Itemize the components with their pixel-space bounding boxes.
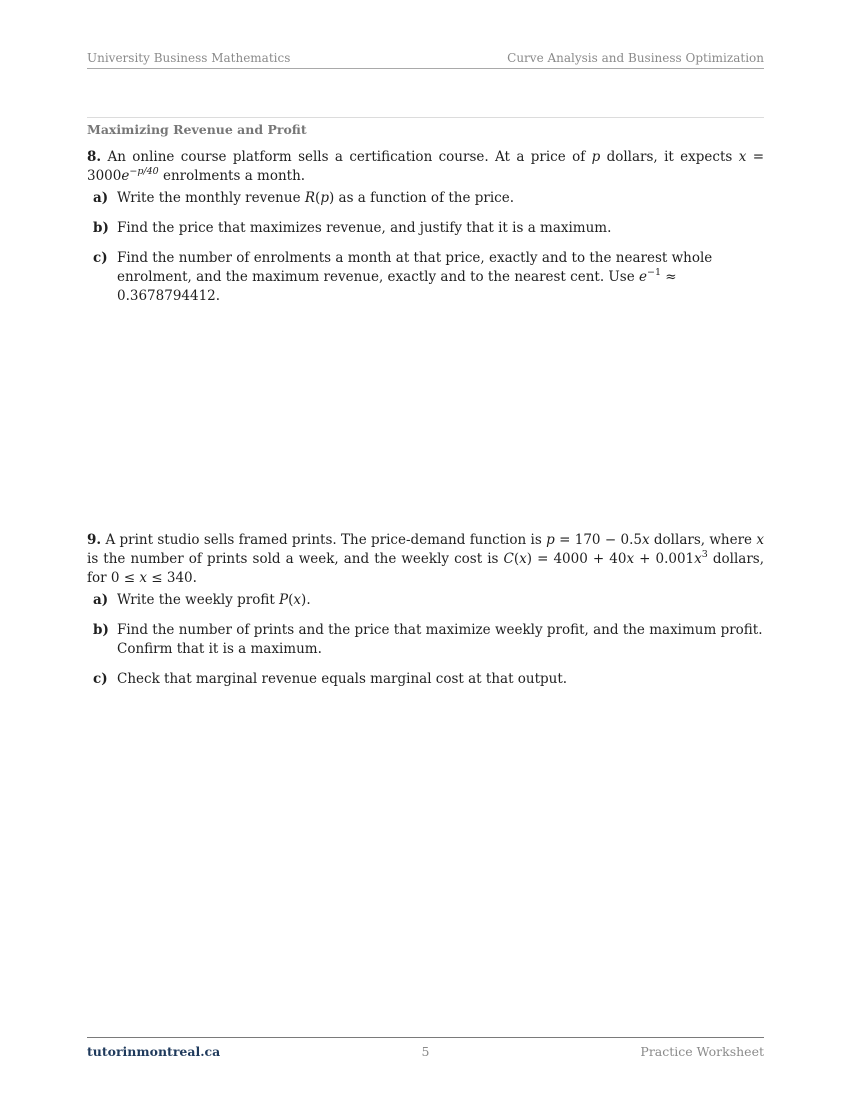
part-text: ( [315, 190, 321, 206]
part-text: Find the number of enrolments a month at that price, exactly and to the nearest whole enrolment, and the maximum revenue, exactly and to the nearest cent. Use [117, 250, 713, 285]
part-label: c) [93, 250, 108, 266]
stem-text: is the number of prints sold a week, and the weekly cost is [87, 551, 504, 567]
math-var: x [519, 551, 527, 567]
math-var: e [639, 269, 647, 285]
part-text: ( [288, 592, 294, 608]
math-var: x [694, 551, 702, 567]
part-text: Check that marginal revenue equals marginal cost at that output. [117, 671, 568, 687]
part-text: Find the price that maximizes revenue, and justify that it is a maximum. [117, 220, 612, 236]
part-text: ). [301, 592, 311, 608]
part-label: a) [93, 190, 109, 206]
math-var: x [626, 551, 635, 567]
stem-text: An online course platform sells a certification course. At a price of [107, 149, 592, 165]
part-label: b) [93, 622, 109, 638]
math-var: e [121, 168, 130, 184]
page-number: 5 [421, 1044, 430, 1059]
stem-text: ≤ 340. [146, 570, 197, 586]
stem-text: dollars, where [649, 532, 757, 548]
math-var: P [279, 592, 289, 608]
page-header [87, 51, 764, 69]
math-var: x [293, 592, 302, 608]
part-text: Write the monthly revenue [117, 190, 305, 206]
part-label: a) [93, 592, 109, 608]
exponent: 3 [701, 549, 708, 560]
section-divider [87, 117, 764, 118]
part-label: b) [93, 220, 109, 236]
math-var: x [756, 532, 765, 548]
part-b [87, 219, 764, 238]
stem-text: enrolments a month. [158, 168, 306, 184]
footer-label: Practice Worksheet [640, 1044, 764, 1059]
problem-8-parts [87, 189, 764, 306]
math-var: R [304, 190, 316, 206]
math-var: p [546, 532, 555, 548]
exponent: −1 [647, 267, 662, 278]
part-c [87, 670, 764, 689]
problem-8-stem [87, 148, 764, 186]
stem-text: + 0.001 [634, 551, 695, 567]
part-text: Find the number of prints and the price that maximize weekly profit, and the maximum profit. Confirm that it is a maximum. [117, 622, 763, 657]
part-text: ) as a function of the price. [328, 190, 515, 206]
math-var: p [320, 190, 329, 206]
part-text: Write the weekly profit [117, 592, 280, 608]
course-name: University Business Mathematics [87, 51, 291, 65]
part-b [87, 621, 764, 659]
problem-number: 9. [87, 532, 102, 548]
stem-text: ( [513, 551, 520, 567]
part-c [87, 249, 764, 306]
website-link[interactable]: tutorinmontreal.ca [87, 1044, 221, 1059]
part-label: c) [93, 671, 108, 687]
exponent: −p/40 [129, 166, 159, 177]
part-text: ≈ 0.3678794412. [117, 269, 677, 304]
chapter-title: Curve Analysis and Business Optimization [507, 51, 764, 65]
problem-number: 8. [87, 149, 102, 165]
stem-text: dollars, for 0 ≤ [87, 551, 765, 586]
math-var: p [591, 149, 601, 165]
math-var: x [738, 149, 747, 165]
problem-9-stem [87, 531, 764, 588]
stem-text: = 3000 [87, 149, 765, 184]
stem-text: A print studio sells framed prints. The price-demand function is [105, 532, 547, 548]
problem-8 [87, 148, 764, 317]
stem-text: ) = 4000 + 40 [526, 551, 627, 567]
section-title: Maximizing Revenue and Profit [87, 122, 307, 137]
math-var: C [503, 551, 514, 567]
math-var: x [139, 570, 147, 586]
math-var: x [641, 532, 650, 548]
stem-text: dollars, it expects [600, 149, 739, 165]
part-a [87, 189, 764, 208]
stem-text: = 170 − 0.5 [554, 532, 642, 548]
part-a [87, 591, 764, 610]
problem-9 [87, 531, 764, 700]
page-footer [87, 1037, 764, 1060]
problem-9-parts [87, 591, 764, 689]
